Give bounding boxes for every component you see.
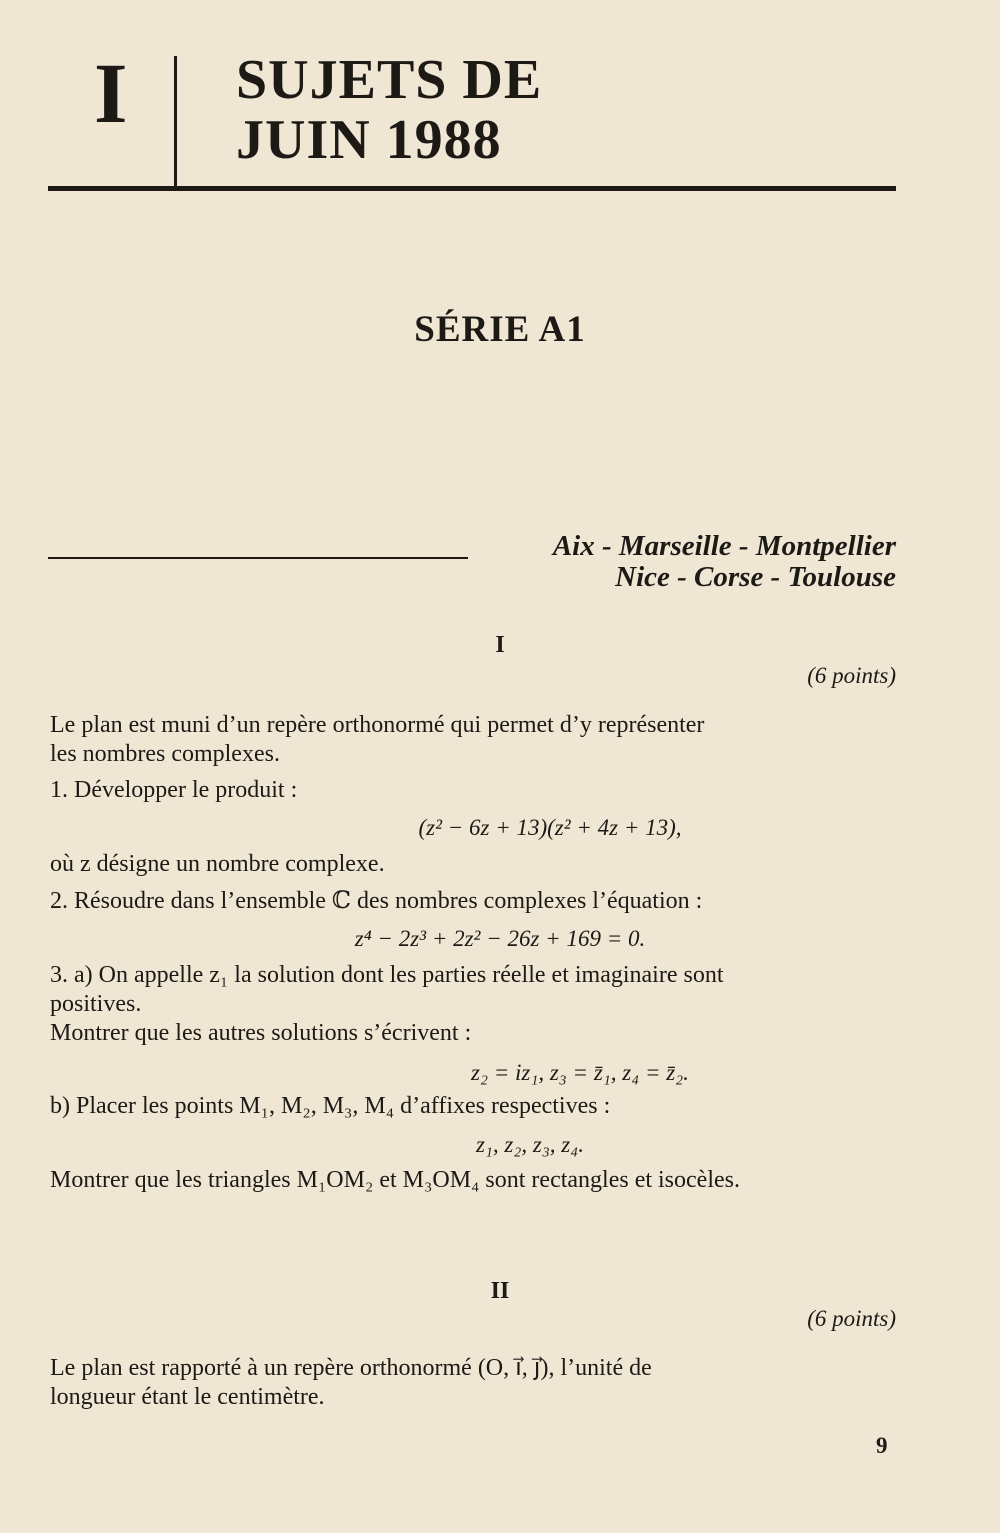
exercise1-points: (6 points) bbox=[807, 663, 896, 688]
exercise1-intro bbox=[50, 711, 896, 769]
exercise2-intro-line1: Le plan est rapporté à un repère orthonormé (O, i⃗, j⃗), l’unité de bbox=[50, 1355, 652, 1381]
chapter-number: I bbox=[94, 45, 128, 141]
exercise1-number: I bbox=[495, 632, 505, 658]
academies-rule bbox=[48, 557, 468, 559]
chapter-title bbox=[236, 50, 542, 170]
exercise2-intro bbox=[50, 1354, 896, 1412]
question-1-note: où z désigne un nombre complexe. bbox=[50, 851, 385, 877]
chapter-title-line2: JUIN 1988 bbox=[236, 109, 502, 171]
question-1-formula: (z² − 6z + 13)(z² + 4z + 13), bbox=[418, 815, 682, 840]
question-3b: b) Placer les points M₁, M₂, M₃, M₄ d’affixes respectives : bbox=[50, 1093, 611, 1119]
academies-line1: Aix - Marseille - Montpellier bbox=[552, 530, 896, 562]
question-3a-line1: 3. a) On appelle z₁ la solution dont les parties réelle et imaginaire sont bbox=[50, 962, 724, 988]
chapter-header bbox=[48, 40, 896, 195]
question-2: 2. Résoudre dans l’ensemble ℂ des nombres complexes l’équation : bbox=[50, 888, 703, 914]
chapter-horizontal-rule bbox=[48, 186, 896, 191]
exercise1-intro-line1: Le plan est muni d’un repère orthonormé qui permet d’y représenter bbox=[50, 712, 705, 738]
series-title: SÉRIE A1 bbox=[414, 309, 586, 350]
question-2-formula: z⁴ − 2z³ + 2z² − 26z + 169 = 0. bbox=[354, 926, 646, 951]
question-3b-formula: z₁, z₂, z₃, z₄. bbox=[475, 1132, 585, 1157]
question-1: 1. Développer le produit : bbox=[50, 777, 298, 803]
question-3a bbox=[50, 961, 896, 1048]
exercise2-intro-line2: longueur étant le centimètre. bbox=[50, 1384, 325, 1410]
chapter-title-line1: SUJETS DE bbox=[236, 49, 543, 111]
question-3a-line3: Montrer que les autres solutions s’écrivent : bbox=[50, 1020, 472, 1046]
exercise2-number: II bbox=[490, 1278, 510, 1304]
question-3a-line2: positives. bbox=[50, 991, 142, 1017]
exercise2-points: (6 points) bbox=[807, 1306, 896, 1331]
question-3a-formula: z₂ = iz₁, z₃ = z̄₁, z₄ = z̄₂. bbox=[471, 1060, 689, 1085]
question-3b-end: Montrer que les triangles M₁OM₂ et M₃OM₄ sont rectangles et isocèles. bbox=[50, 1167, 740, 1193]
academies-line2: Nice - Corse - Toulouse bbox=[615, 561, 896, 593]
exercise1-intro-line2: les nombres complexes. bbox=[50, 741, 280, 767]
page-number: 9 bbox=[876, 1433, 888, 1458]
chapter-vertical-rule bbox=[174, 56, 177, 186]
